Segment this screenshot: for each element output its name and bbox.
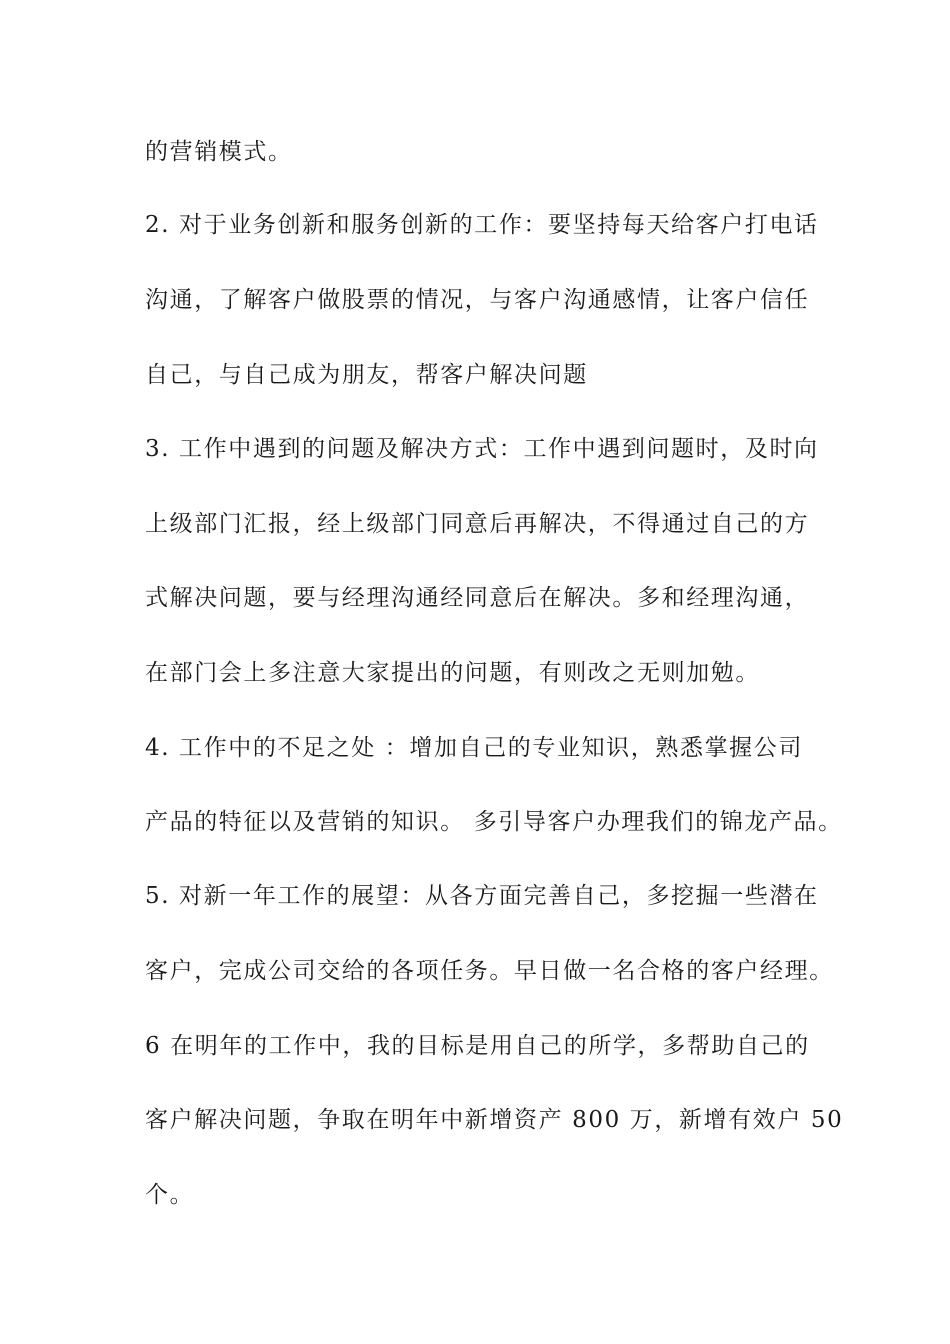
text-line: 3. 工作中遇到的问题及解决方式：工作中遇到问题时，及时向 <box>145 436 819 462</box>
text-line: 客户解决问题，争取在明年中新增资产 800 万，新增有效户 50 <box>145 1107 844 1133</box>
text-line: 个。 <box>145 1182 195 1208</box>
text-line: 在部门会上多注意大家提出的问题，有则改之无则加勉。 <box>145 660 760 686</box>
text-line: 的营销模式。 <box>145 139 293 165</box>
text-line: 2. 对于业务创新和服务创新的工作：要坚持每天给客户打电话 <box>145 212 819 238</box>
text-line: 自己，与自己成为朋友，帮客户解决问题 <box>145 362 588 388</box>
text-line: 上级部门汇报，经上级部门同意后再解决，不得通过自己的方 <box>145 511 810 537</box>
text-line: 5. 对新一年工作的展望：从各方面完善自己，多挖掘一些潜在 <box>145 883 819 909</box>
text-line: 6 在明年的工作中，我的目标是用自己的所学，多帮助自己的 <box>145 1033 810 1059</box>
text-line: 沟通，了解客户做股票的情况，与客户沟通感情，让客户信任 <box>145 287 810 313</box>
text-line: 客户，完成公司交给的各项任务。早日做一名合格的客户经理。 <box>145 958 834 984</box>
text-line: 4. 工作中的不足之处 ：增加自己的专业知识，熟悉掌握公司 <box>145 735 803 761</box>
text-line: 产品的特征以及营销的知识。 多引导客户办理我们的锦龙产品。 <box>145 809 843 835</box>
text-line: 式解决问题，要与经理沟通经同意后在解决。多和经理沟通， <box>145 585 810 611</box>
